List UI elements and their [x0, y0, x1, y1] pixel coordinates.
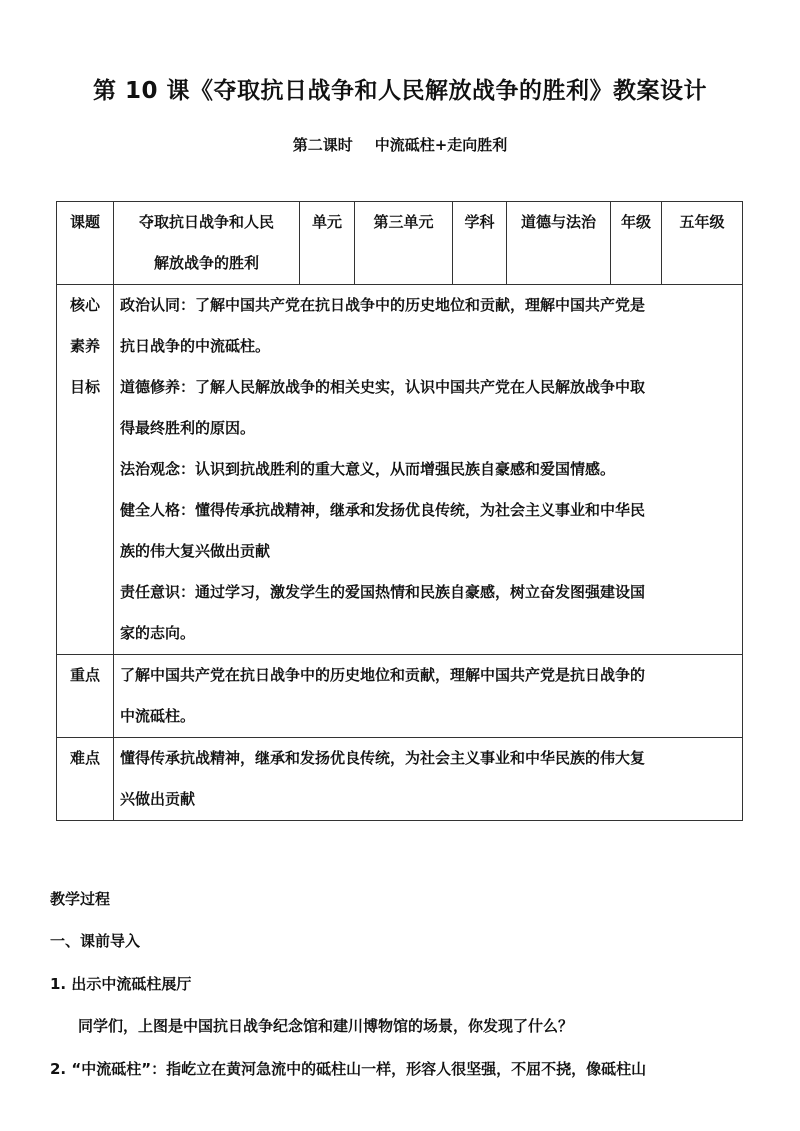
- table-row-key-points: [57, 655, 743, 738]
- text-line: 中流砥柱。: [120, 707, 196, 725]
- text-line: 了解中国共产党在抗日战争中的历史地位和贡献，理解中国共产党是抗日战争的: [120, 666, 646, 684]
- key-points-content: [114, 655, 743, 738]
- lesson-period: 第二课时: [292, 136, 353, 154]
- document-title: 第 10 课《夺取抗日战争和人民解放战争的胜利》教案设计: [92, 78, 708, 104]
- text-line: 政治认同：了解中国共产党在抗日战争中的历史地位和贡献，理解中国共产党是: [120, 296, 646, 314]
- label-core-literacy: [57, 285, 114, 655]
- label-topic: 课题: [57, 202, 114, 285]
- label-key-points: 重点: [57, 655, 114, 738]
- text-line: 族的伟大复兴做出贡献: [120, 542, 271, 560]
- list-item: 1. 出示中流砥柱展厅: [50, 975, 192, 993]
- label-difficulties: 难点: [57, 738, 114, 821]
- text-line: 家的志向。: [120, 624, 196, 642]
- table-row-header: [57, 202, 743, 285]
- text-line: 道德修养：了解人民解放战争的相关史实，认识中国共产党在人民解放战争中取: [120, 378, 646, 396]
- text-line: 法治观念：认识到抗战胜利的重大意义，从而增强民族自豪感和爱国情感。: [120, 460, 616, 478]
- text-line: 兴做出贡献: [120, 790, 196, 808]
- text-line: 抗日战争的中流砥柱。: [120, 337, 271, 355]
- label-unit: 单元: [300, 202, 355, 285]
- label-line: 核心: [69, 296, 100, 314]
- document-subtitle: [0, 134, 800, 155]
- grade-value: 五年级: [662, 202, 743, 285]
- label-line: 素养: [69, 337, 100, 355]
- list-item: 2. “中流砥柱”：指屹立在黄河急流中的砥柱山一样，形容人很坚强，不屈不挠，像砥柱山: [50, 1060, 647, 1078]
- text-line: 责任意识：通过学习，激发学生的爱国热情和民族自豪感，树立奋发图强建设国: [120, 583, 646, 601]
- text-line: 健全人格：懂得传承抗战精神，继承和发扬优良传统，为社会主义事业和中华民: [120, 501, 646, 519]
- topic-line: 解放战争的胜利: [153, 254, 259, 272]
- lesson-info-table: [56, 201, 743, 821]
- teaching-process-heading: 教学过程: [50, 890, 111, 908]
- topic-line: 夺取抗日战争和人民: [138, 213, 274, 231]
- lesson-topic: 中流砥柱+走向胜利: [374, 136, 508, 154]
- text-line: 懂得传承抗战精神，继承和发扬优良传统，为社会主义事业和中华民族的伟大复: [120, 749, 646, 767]
- unit-value: 第三单元: [355, 202, 453, 285]
- label-subject: 学科: [453, 202, 507, 285]
- core-literacy-content: [114, 285, 743, 655]
- label-line: 目标: [69, 378, 100, 396]
- table-row-core-literacy: [57, 285, 743, 655]
- topic-value: [114, 202, 300, 285]
- text-line: 得最终胜利的原因。: [120, 419, 256, 437]
- section-heading: 一、课前导入: [50, 932, 141, 950]
- paragraph: 同学们，上图是中国抗日战争纪念馆和建川博物馆的场景，你发现了什么？: [78, 1017, 574, 1035]
- subject-value: 道德与法治: [507, 202, 611, 285]
- label-grade: 年级: [611, 202, 662, 285]
- table-row-difficulties: [57, 738, 743, 821]
- difficulties-content: [114, 738, 743, 821]
